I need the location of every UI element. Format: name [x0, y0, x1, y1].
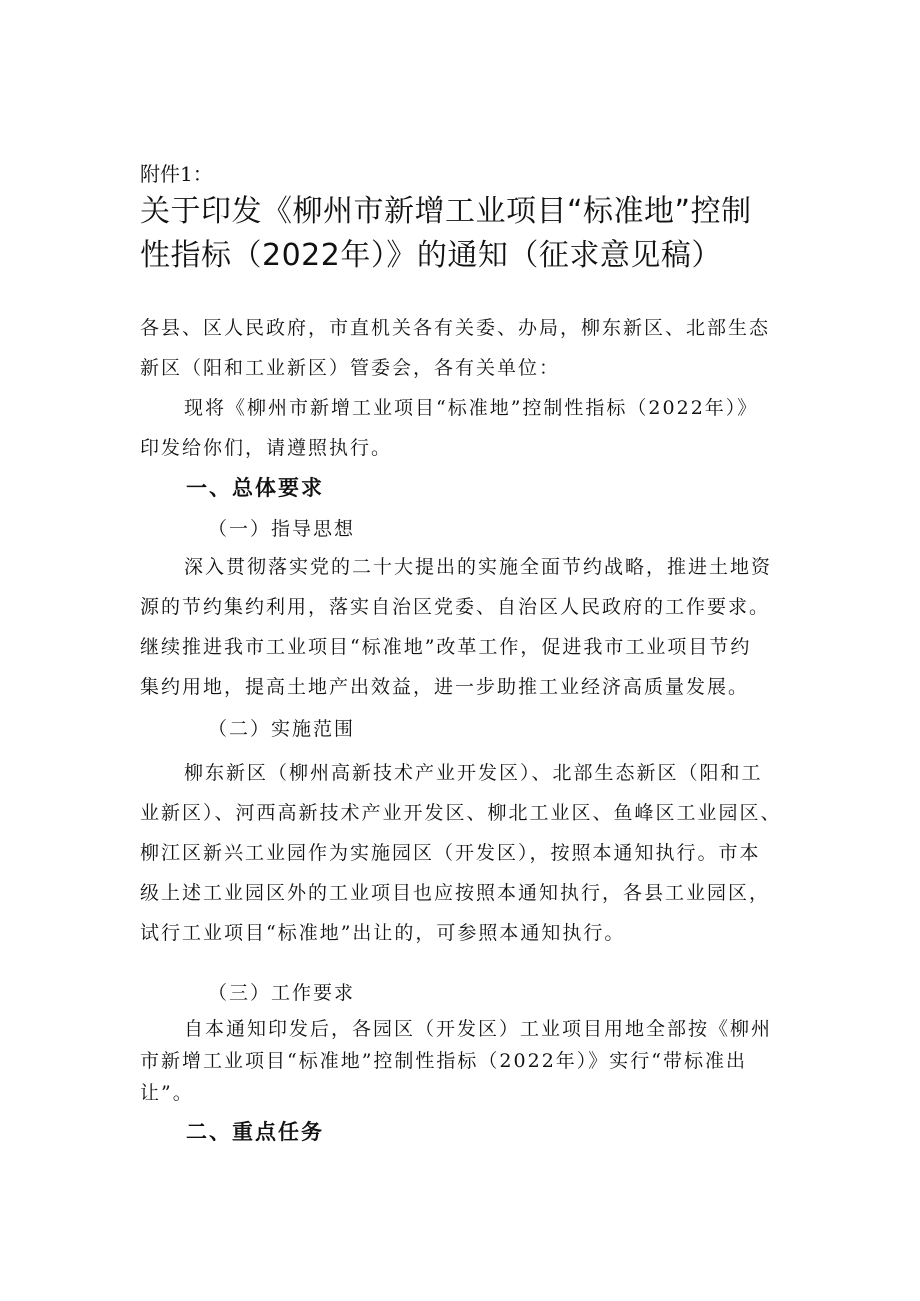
- salutation: [140, 308, 790, 388]
- attachment-label: 附件1：: [140, 162, 213, 186]
- subsection-2-paragraph: [140, 753, 790, 953]
- subsection-3-title: （三）工作要求: [208, 982, 356, 1004]
- intro-line-2: 印发给你们，请遵照执行。: [140, 437, 393, 459]
- subsection-1-paragraph: [140, 547, 790, 707]
- paragraph-line: 源的节约集约利用，落实自治区党委、自治区人民政府的工作要求。: [140, 596, 771, 618]
- paragraph-line: 柳东新区（柳州高新技术产业开发区）、北部生态新区（阳和工: [184, 762, 763, 784]
- intro-paragraph: [140, 388, 790, 468]
- paragraph-line: 集约用地，提高土地产出效益，进一步助推工业经济高质量发展。: [140, 676, 750, 698]
- section-2-heading: 二、重点任务: [186, 1120, 324, 1144]
- intro-line-1: 现将《柳州市新增工业项目“标准地”控制性指标（2022年）》: [184, 397, 759, 419]
- salutation-line-1: 各县、区人民政府，市直机关各有关委、办局，柳东新区、北部生态: [140, 317, 771, 339]
- subsection-3-paragraph: [140, 1013, 790, 1109]
- paragraph-line: 深入贯彻落实党的二十大提出的实施全面节约战略，推进土地资: [184, 556, 773, 578]
- paragraph-line: 级上述工业园区外的工业项目也应按照本通知执行，各县工业园区，: [140, 882, 771, 904]
- title-line-1: 关于印发《柳州市新增工业项目“标准地”控制: [140, 194, 752, 229]
- salutation-line-2: 新区（阳和工业新区）管委会，各有关单位：: [140, 357, 561, 379]
- paragraph-line: 业新区）、河西高新技术产业开发区、柳北工业区、鱼峰区工业园区、: [140, 802, 782, 824]
- section-1-heading: 一、总体要求: [186, 476, 324, 500]
- paragraph-line: 自本通知印发后，各园区（开发区）工业项目用地全部按《柳州: [184, 1018, 773, 1040]
- document-title: [140, 190, 800, 278]
- title-line-2: 性指标（2022年）》的通知（征求意见稿）: [140, 238, 722, 273]
- subsection-1-title: （一）指导思想: [208, 518, 356, 540]
- subsection-2-title: （二）实施范围: [208, 718, 356, 740]
- paragraph-line: 柳江区新兴工业园作为实施园区（开发区），按照本通知执行。市本: [140, 842, 761, 864]
- paragraph-line: 继续推进我市工业项目“标准地”改革工作，促进我市工业项目节约: [140, 636, 752, 658]
- paragraph-line: 市新增工业项目“标准地”控制性指标（2022年）》实行“带标准出: [140, 1050, 747, 1072]
- paragraph-line: 让”。: [140, 1082, 194, 1104]
- paragraph-line: 试行工业项目“标准地”出让的，可参照本通知执行。: [140, 922, 626, 944]
